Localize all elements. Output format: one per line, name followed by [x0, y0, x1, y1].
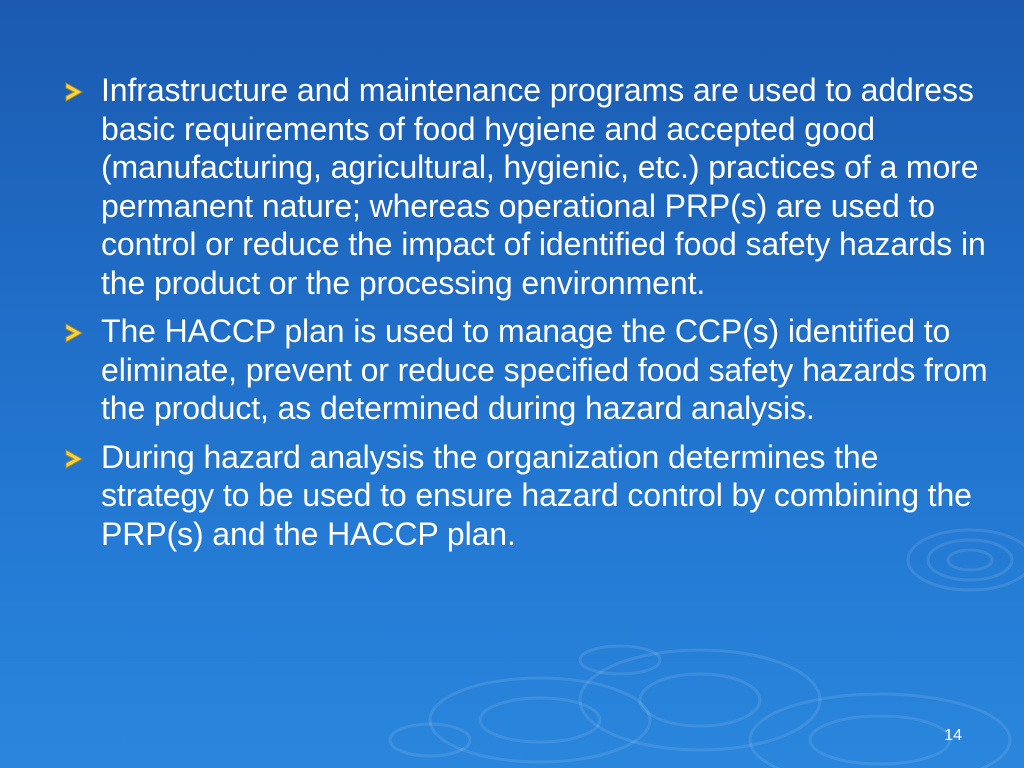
- slide-number: 14: [944, 727, 962, 744]
- bullet-item: [60, 438, 1000, 554]
- bullet-text: The HACCP plan is used to manage the CCP(s) identified to eliminate, prevent or reduce specified food safety hazards from the product, as determined during hazard analysis.: [101, 313, 988, 426]
- chevron-right-icon: [63, 82, 85, 102]
- bullet-item: [60, 312, 1000, 428]
- bullet-text: Infrastructure and maintenance programs are used to address basic requirements of food hygiene and accepted good (manufacturing, agricultural, hygienic, etc.) practices of a more permanent nature; whereas operational PRP(s) are used to control or reduce the impact of identified food safety hazards in the product or the processing environment.: [101, 72, 986, 301]
- bullet-list: [60, 71, 1000, 563]
- bullet-item: [60, 71, 1000, 302]
- bullet-text: During hazard analysis the organization determines the strategy to be used to ensure hazard control by combining the PRP(s) and the HACCP plan.: [101, 438, 972, 552]
- chevron-right-icon: [63, 323, 85, 343]
- chevron-right-icon: [63, 449, 85, 469]
